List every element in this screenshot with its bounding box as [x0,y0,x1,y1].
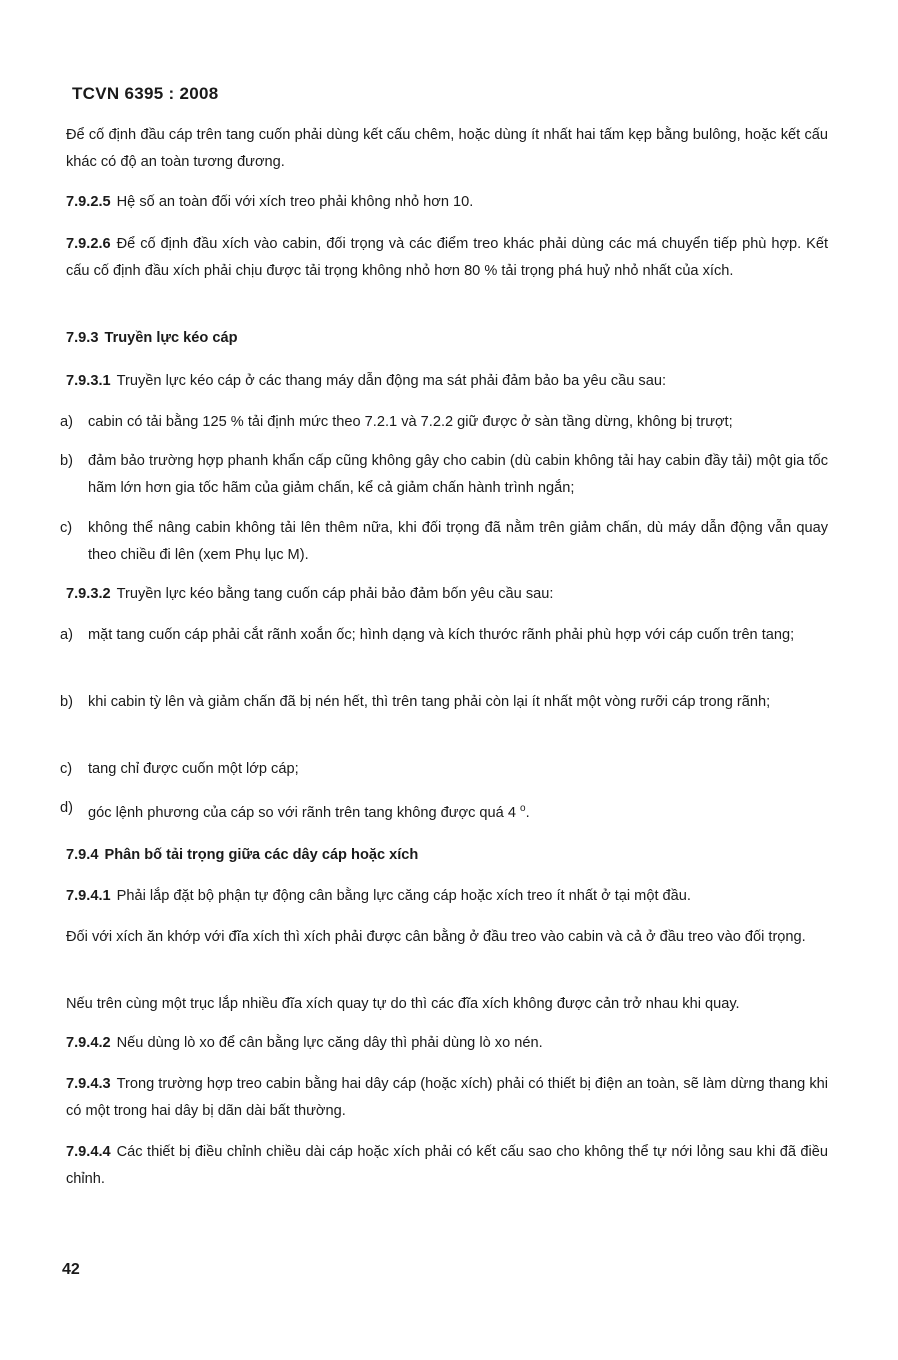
section-7-9-3-heading [66,325,828,352]
clause-text: Phải lắp đặt bộ phận tự động cân bằng lực căng cáp hoặc xích treo ít nhất ở tại một đầu. [116,888,691,904]
list2-item-a [60,622,828,649]
clause-text: Các thiết bị điều chỉnh chiều dài cáp hoặc xích phải có kết cấu sao cho không thể tự nới lỏng sau khi đã điều chỉnh. [66,1144,828,1187]
clause-text: Truyền lực kéo bằng tang cuốn cáp phải bảo đảm bốn yêu cầu sau: [116,586,554,602]
clause-text: Trong trường hợp treo cabin bằng hai dây cáp (hoặc xích) phải có thiết bị điện an toàn, sẽ làm dừng thang khi có một trong hai dây bị dãn dài bất thường. [66,1076,828,1119]
clause-text: Truyền lực kéo cáp ở các thang máy dẫn động ma sát phải đảm bảo ba yêu cầu sau: [116,373,667,389]
list-marker: b) [60,694,73,710]
list2-item-b [60,689,828,716]
clause-number: 7.9.4.2 [66,1035,111,1051]
chain-paragraph-2: Nếu trên cùng một trục lắp nhiều đĩa xích quay tự do thì các đĩa xích không được cản trở nhau khi quay. [66,996,740,1012]
chain-paragraph-1: Đối với xích ăn khớp với đĩa xích thì xích phải được cân bằng ở đầu treo vào cabin và cả ở đầu treo vào đối trọng. [66,929,806,945]
clause-text: Nếu dùng lò xo để cân bằng lực căng dây thì phải dùng lò xo nén. [116,1035,543,1051]
page-number: 42 [62,1261,80,1278]
clause-7-9-4-2 [66,1030,828,1057]
list-text: không thể nâng cabin không tải lên thêm nữa, khi đối trọng đã nằm trên giảm chấn, dù máy dẫn động vẫn quay theo chiều đi lên (xem Phụ lục M). [88,520,828,563]
degree-superscript: o [520,803,526,814]
section-number: 7.9.3 [66,330,99,346]
list-marker: a) [60,627,73,643]
list-text: tang chỉ được cuốn một lớp cáp; [88,761,299,777]
clause-number: 7.9.4.4 [66,1144,111,1160]
clause-7-9-3-1 [66,368,828,395]
section-number: 7.9.4 [66,847,99,863]
clause-text: Để cố định đầu xích vào cabin, đối trọng và các điểm treo khác phải dùng các má chuyển tiếp phù hợp. Kết cấu cố định đầu xích phải chịu được tải trọng không nhỏ hơn 80 % tải trọng phá huỷ nhỏ nhất của xích. [66,236,828,279]
list-text: góc lệnh phương của cáp so với rãnh trên tang không được quá 4 [88,804,516,821]
section-title: Phân bố tải trọng giữa các dây cáp hoặc xích [104,847,419,863]
clause-7-9-2-5 [66,189,828,216]
list1-item-c [60,515,828,569]
list1-item-b [60,448,828,502]
list-text: mặt tang cuốn cáp phải cắt rãnh xoắn ốc; hình dạng và kích thước rãnh phải phù hợp với cáp cuốn trên tang; [88,627,795,643]
clause-7-9-4-4 [66,1139,828,1193]
list-marker: c) [60,761,73,777]
list-text: cabin có tải bằng 125 % tải định mức theo 7.2.1 và 7.2.2 giữ được ở sàn tầng dừng, không bị trượt; [88,414,733,430]
clause-number: 7.9.2.6 [66,236,111,252]
clause-number: 7.9.3.2 [66,586,111,602]
clause-7-9-4-3 [66,1071,828,1125]
list-text-end: . [525,804,530,821]
list-marker: a) [60,414,73,430]
list2-item-d [60,795,828,827]
list2-item-c [60,756,828,783]
clause-7-9-2-6 [66,231,828,285]
list-marker: c) [60,520,73,536]
clause-number: 7.9.4.1 [66,888,111,904]
section-7-9-4-heading [66,842,828,869]
intro-paragraph: Để cố định đầu cáp trên tang cuốn phải dùng kết cấu chêm, hoặc dùng ít nhất hai tấm kẹp bằng bulông, hoặc kết cấu khác có độ an toàn tương đương. [66,127,828,170]
list-text-container [88,795,828,827]
clause-text: Hệ số an toàn đối với xích treo phải không nhỏ hơn 10. [116,194,474,210]
clause-7-9-4-1 [66,883,828,910]
list-marker: d) [60,800,73,816]
clause-number: 7.9.2.5 [66,194,111,210]
section-title: Truyền lực kéo cáp [104,330,238,346]
clause-number: 7.9.4.3 [66,1076,111,1092]
standard-header: TCVN 6395 : 2008 [72,84,219,103]
clause-number: 7.9.3.1 [66,373,111,389]
list1-item-a [60,409,828,436]
list-text: đảm bảo trường hợp phanh khẩn cấp cũng không gây cho cabin (dù cabin không tải hay cabin đầy tải) một gia tốc hãm lớn hơn gia tốc hãm của giảm chấn, kể cả giảm chấn hành trình ngắn; [88,453,828,496]
clause-7-9-3-2 [66,581,828,608]
list-text: khi cabin tỳ lên và giảm chấn đã bị nén hết, thì trên tang phải còn lại ít nhất một vòng rưỡi cáp trong rãnh; [88,694,771,710]
list-marker: b) [60,453,73,469]
